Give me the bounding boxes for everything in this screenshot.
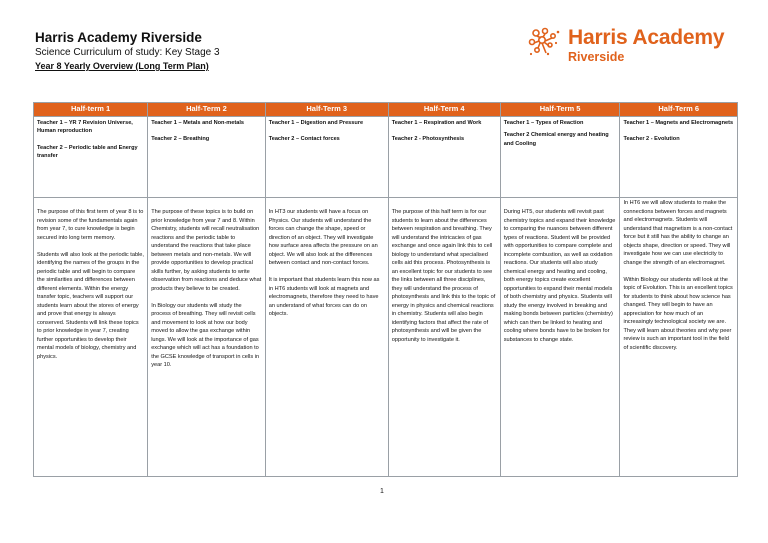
topics-cell — [34, 117, 148, 198]
teacher-2-topic: Teacher 2 Chemical energy and heating and Cooling — [503, 132, 609, 147]
teacher-2-topic: Teacher 2 – Breathing — [151, 136, 210, 143]
description-cell — [620, 198, 738, 477]
document-subtitle: Science Curriculum of study: Key Stage 3 — [35, 47, 220, 58]
topics-cell — [500, 117, 620, 198]
description-paragraph: The purpose of this first term of year 8 is to revision some of the fundamentals again from year 7, to cure knowledge is begin secured into long term memory. — [37, 209, 144, 241]
description-paragraph: It is important that students learn this now as in HT6 students will look at magnets and electromagnets, therefore they need to have an understand of what forces can do on objects. — [268, 277, 380, 317]
half-term-6-heading: Half-Term 6 — [620, 103, 738, 117]
plan-heading: Year 8 Yearly Overview (Long Term Plan) — [35, 61, 209, 71]
description-paragraph: In HT6 we will allow students to make the connections between forces and magnets and electromagnets. Students will understand that magnetism is a non-contact force but it still has the ability to change an objects shape, direction or speed. They will investigate how we can use electricity to change the strength of an electromagnet. — [623, 200, 733, 266]
half-term-5-heading: Half-Term 5 — [500, 103, 620, 117]
description-cell — [265, 198, 388, 477]
description-paragraph: The purpose of these topics is to build on prior knowledge from year 7 and 8. Within Chemistry, students will recall neutralisation reactions and the periodic table to understand the reactions that take place between metals and non-metals. We will provide opportunities to develop practical skills further, by asking students to write observation from reactions and deduce what products they believe to be created. — [151, 209, 262, 292]
teacher-1-topic: Teacher 1 – Respiration and Work — [391, 120, 482, 126]
document-header — [35, 30, 220, 73]
description-cell — [500, 198, 620, 477]
description-paragraph: The purpose of this half term is for our students to learn about the differences between respiration and breathing. They will understand the intricacies of gas exchange and once again link this to cell biology to understand what specialised cells aid this process. Photosynthesis is an excellent topic for our students to see the links between all three disciplines, they will understand the process of photosynthesis and link this to the topic of energy in physics and chemical reactions in chemistry. Students will also begin identifying factors that affect the rate of photosynthesis and will be given the opportunity to investigate it. — [391, 209, 496, 343]
half-term-4-heading: Half-Term 4 — [388, 103, 500, 117]
half-term-3-heading: Half-Term 3 — [265, 103, 388, 117]
description-cell — [148, 198, 266, 477]
topics-cell — [265, 117, 388, 198]
teacher-1-topic: Teacher 1 – Types of Reaction — [503, 120, 584, 126]
description-paragraph: In Biology our students will study the process of breathing. They will revisit cells and movement to look at how our body moved to allow the gas exchange within lungs. We will look at the importance of gas exchange which will act has a foundation to the GCSE knowledge of transport in cells in year 10. — [151, 302, 260, 368]
teacher-1-topic: Teacher 1 – Magnets and Electromagnets — [623, 120, 734, 126]
topics-cell — [148, 117, 266, 198]
description-paragraph: Students will also look at the periodic table, identifying the names of the groups in the periodic table and will begin to compare the similarities and differences between different elements. Within the energy transfer topic, teachers will support our students learn about the stores of energy and prove that energy is always conserved. Students will link these topics to prior knowledge in year 7, creating further opportunities to develop their mental models of biology, chemistry and physics. — [37, 251, 144, 360]
long-term-plan-table — [33, 102, 738, 477]
description-paragraph: Within Biology our students will look at the topic of Evolution. This is an excellent topics for students to think about how science has changed. They will begin to have an appreciation for how much of an increasingly technological society we are. They will learn about theories and why peer review is such an important tool in the field of scientific discovery. — [623, 276, 733, 351]
logo-subtitle: Riverside — [568, 50, 625, 64]
logo-wordmark: Harris Academy — [568, 26, 725, 49]
description-paragraph: In HT3 our students will have a focus on Physics. Our students will understand the forces can change the shape, speed or direction of an object. They will investigate how surface area affects the pressure on an object. We will also look at the differences between contact and non-contact forces. — [268, 209, 378, 266]
description-row — [34, 198, 738, 477]
teacher-2-topic: Teacher 2 - Photosynthesis — [391, 136, 465, 143]
teacher-1-topic: Teacher 1 – Digestion and Pressure — [268, 120, 364, 126]
topics-cell — [620, 117, 738, 198]
topics-cell — [388, 117, 500, 198]
half-term-2-heading: Half-Term 2 — [148, 103, 266, 117]
teacher-1-topic: Teacher 1 – Metals and Non-metals — [151, 120, 245, 126]
teacher-2-topic: Teacher 2 - Evolution — [623, 136, 680, 143]
teacher-1-topic: Teacher 1 – YR 7 Revision Universe, Human reproduction — [37, 120, 133, 135]
half-term-1-heading: Half-term 1 — [34, 103, 148, 117]
page-number: 1 — [380, 488, 384, 495]
description-cell — [388, 198, 500, 477]
teacher-2-topic: Teacher 2 – Contact forces — [268, 136, 340, 143]
description-paragraph: During HT5, our students will revisit past chemistry topics and expand their knowledge to comparing the nuances between different types of reactions. Student will be provided with opportunities to compare complete and incomplete combustion, as well as oxidation reactions. Our students will also study chemical energy and heating and cooling, both energy topics create excellent opportunities to expand their mental models of both chemistry and physics. Students will study the energy involved in breaking and making bonds between particles (chemistry) which can then be linked to heating and cooling where bonds have to be broken for substances to change state. — [503, 209, 616, 343]
table-header-row — [34, 103, 738, 117]
topics-row — [34, 117, 738, 198]
dandelion-seeds-icon — [528, 27, 564, 63]
document-title: Harris Academy Riverside — [35, 30, 202, 45]
harris-academy-logo — [528, 26, 738, 68]
teacher-2-topic: Teacher 2 – Periodic table and Energy transfer — [37, 144, 138, 160]
description-cell — [34, 198, 148, 477]
